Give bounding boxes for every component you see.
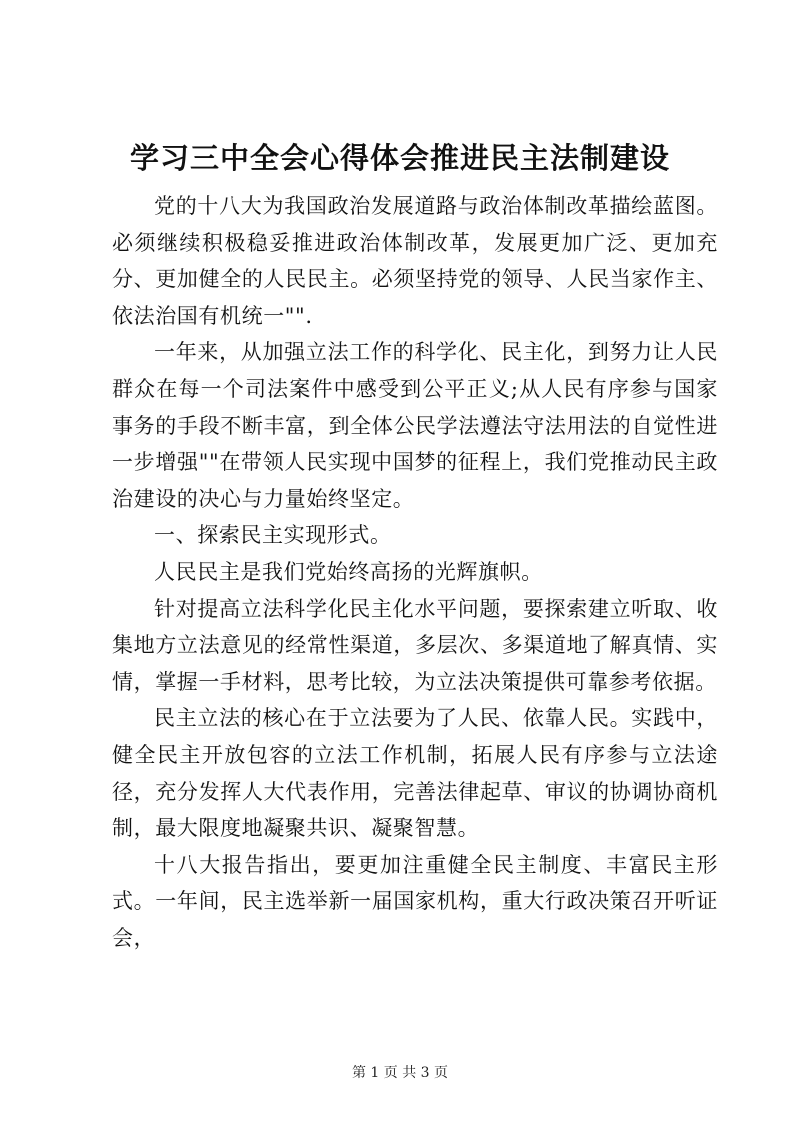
paragraph: 民主立法的核心在于立法要为了人民、依靠人民。实践中，健全民主开放包容的立法工作机制，拓展人民有序参与立法途径，充分发挥人大代表作用，完善法律起草、审议的协调协商机制，最大限度地凝聚共识、凝聚智慧。 bbox=[112, 706, 718, 841]
paragraph: 十八大报告指出，要更加注重健全民主制度、丰富民主形式。一年间，民主选举新一届国家机构，重大行政决策召开听证会， bbox=[112, 852, 718, 950]
document-body bbox=[112, 188, 718, 956]
page-number-footer: 第 1 页 共 3 页 bbox=[351, 1065, 449, 1081]
paragraph: 针对提高立法科学化民主化水平问题，要探索建立听取、收集地方立法意见的经常性渠道，多层次、多渠道地了解真情、实情，掌握一手材料，思考比较，为立法决策提供可靠参考依据。 bbox=[112, 596, 718, 694]
paragraph: 一年来，从加强立法工作的科学化、民主化，到努力让人民群众在每一个司法案件中感受到公平正义;从人民有序参与国家事务的手段不断丰富，到全体公民学法遵法守法用法的自觉性进一步增强""在带领人民实现中国梦的征程上，我们党推动民主政治建设的决心与力量始终坚定。 bbox=[112, 340, 718, 511]
paragraph: 人民民主是我们党始终高扬的光辉旗帜。 bbox=[154, 559, 543, 584]
document-title: 学习三中全会心得体会推进民主法制建设 bbox=[129, 141, 670, 175]
section-heading: 一、探索民主实现形式。 bbox=[154, 523, 392, 548]
paragraph: 党的十八大为我国政治发展道路与政治体制改革描绘蓝图。必须继续积极稳妥推进政治体制改革，发展更加广泛、更加充分、更加健全的人民民主。必须坚持党的领导、人民当家作主、依法治国有机统一"". bbox=[112, 194, 718, 328]
